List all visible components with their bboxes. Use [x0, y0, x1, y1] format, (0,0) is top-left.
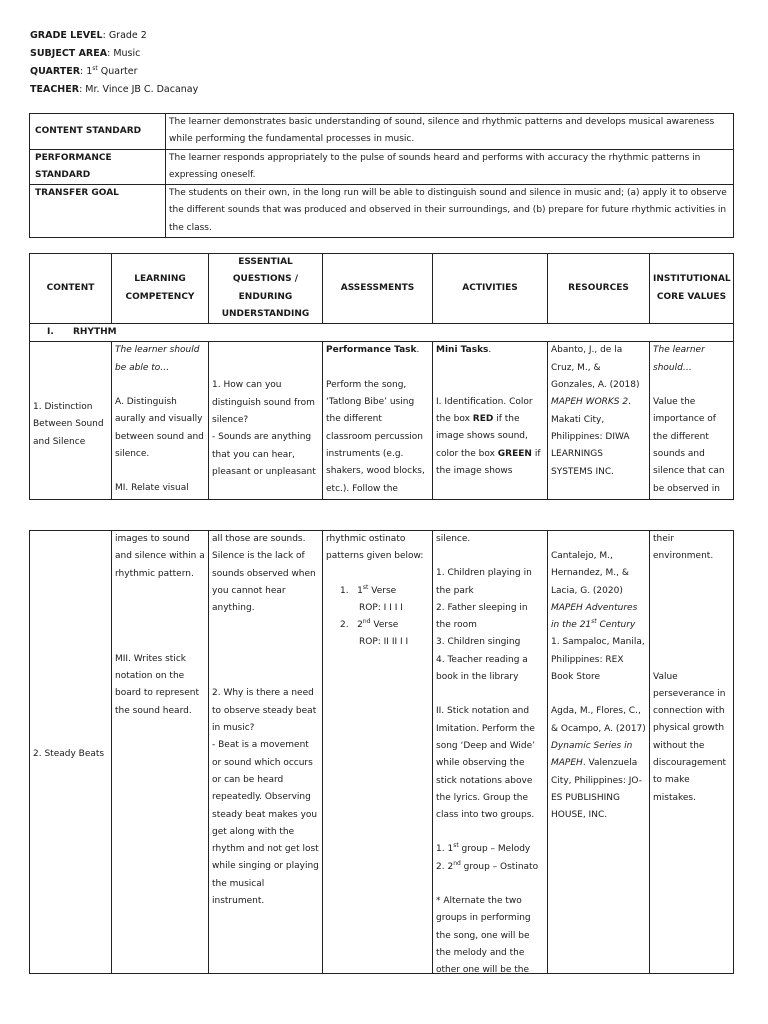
content-cell-2: 2. Steady Beats — [30, 531, 112, 974]
content-standard-label: CONTENT STANDARD — [30, 114, 166, 150]
col-header-questions: ESSENTIAL QUESTIONS / ENDURING UNDERSTANDING — [209, 254, 323, 324]
performance-standard-text: The learner responds appropriately to the pulse of sounds heard and performs with accuracy the rhythmic patterns in expressing oneself. — [166, 149, 734, 185]
values-cell-1: The learner should… Value the importance of the different sounds and silence that can be observed in — [650, 342, 734, 500]
questions-cell-2: all those are sounds. Silence is the lack of sounds observed when you cannot hear anything. 2. Why is there a need to observe steady beat in music? - Beat is a movement or sound which occurs or can be heard repeatedly. Observing steady beat makes you get along with the rhythm and not get lost while singing or playing the musical instrument. — [209, 531, 323, 974]
transfer-goal-label: TRANSFER GOAL — [30, 185, 166, 238]
standards-table — [29, 113, 734, 238]
performance-standard-row — [30, 149, 734, 185]
grade-level: GRADE LEVEL: Grade 2 — [30, 30, 147, 41]
questions-cell-1: 1. How can you distinguish sound from silence? - Sounds are anything that you can hear, pleasant or unpleasant — [209, 342, 323, 500]
content-standard-text: The learner demonstrates basic understanding of sound, silence and rhythmic patterns and develops musical awareness while performing the fundamental processes in music. — [166, 114, 734, 150]
activity-item: 3. Children singing — [436, 637, 521, 648]
curriculum-table-part1 — [29, 253, 734, 500]
activities-cell-2: silence. 1. Children playing in the park 2. Father sleeping in the room 3. Children singing 4. Teacher reading a book in the library II. Stick notation and Imitation. Perform the song ‘Deep and Wide’ while observing the stick notations above the lyrics. Group the class into two groups. 1. 1st group – Melody 2. 2nd group – Ostinato * Alternate the two groups in performing the song, one will be the melody and the other one will be the — [433, 531, 548, 974]
performance-standard-label: PERFORMANCE STANDARD — [30, 149, 166, 185]
section-row — [30, 324, 734, 342]
transfer-goal-row — [30, 185, 734, 238]
activities-cell-1: Mini Tasks. I. Identification. Color the box RED if the image shows sound, color the box GREEN if the image shows — [433, 342, 548, 500]
group-1: 1. 1st group – Melody — [436, 842, 531, 855]
col-header-assessments: ASSESSMENTS — [323, 254, 433, 324]
row-steady-beats — [30, 531, 734, 974]
col-header-activities: ACTIVITIES — [433, 254, 548, 324]
verse-2: 2. 2nd Verse — [340, 618, 399, 631]
content-standard-row — [30, 114, 734, 150]
section-title: I. RHYTHM — [30, 324, 734, 342]
col-header-competency: LEARNING COMPETENCY — [112, 254, 209, 324]
activity-item: 4. Teacher reading a book in the library — [436, 654, 528, 683]
verse-1: 1. 1st Verse — [340, 583, 397, 596]
assessments-cell-1: Performance Task. Perform the song, ‘Tatlong Bibe’ using the different classroom percussion instruments (e.g. shakers, wood blocks, etc.). Follow the — [323, 342, 433, 500]
teacher: TEACHER: Mr. Vince JB C. Dacanay — [30, 84, 199, 95]
lesson-header — [30, 27, 198, 99]
assessments-cell-2: rhythmic ostinato patterns given below: 1. 1st Verse ROP: I I I I 2. 2nd Verse ROP: II II I I — [323, 531, 433, 974]
curriculum-table-part2 — [29, 530, 734, 974]
resources-cell-1: Abanto, J., de la Cruz, M., & Gonzales, A. (2018) MAPEH WORKS 2. Makati City, Philippines: DIWA LEARNINGS SYSTEMS INC. — [548, 342, 650, 500]
column-header-row — [30, 254, 734, 324]
row-distinction — [30, 342, 734, 500]
col-header-content: CONTENT — [30, 254, 112, 324]
quarter: QUARTER: 1st Quarter — [30, 64, 138, 77]
subject-area: SUBJECT AREA: Music — [30, 48, 141, 59]
values-cell-2: their environment. Value perseverance in connection with physical growth without the discouragement to make mistakes. — [650, 531, 734, 974]
group-2: 2. 2nd group – Ostinato — [436, 859, 539, 872]
transfer-goal-text: The students on their own, in the long run will be able to distinguish sound and silence in music and; (a) apply it to observe the different sounds that was produced and observed in their surroundings, and (b) prepare for future rhythmic activities in the class. — [166, 185, 734, 238]
competency-cell-2: images to sound and silence within a rhythmic pattern. MII. Writes stick notation on the board to represent the sound heard. — [112, 531, 209, 974]
col-header-resources: RESOURCES — [548, 254, 650, 324]
activity-item: 2. Father sleeping in the room — [436, 602, 528, 631]
col-header-values: INSTITUTIONAL CORE VALUES — [650, 254, 734, 324]
competency-cell-1: The learner should be able to… A. Distinguish aurally and visually between sound and silence. MI. Relate visual — [112, 342, 209, 500]
activity-item: 1. Children playing in the park — [436, 568, 532, 596]
resources-cell-2: Cantalejo, M., Hernandez, M., & Lacia, G. (2020) MAPEH Adventures in the 21st Century 1. Sampaloc, Manila, Philippines: REX Book Store Agda, M., Flores, C., & Ocampo, A. (2017) Dynamic Series in MAPEH. Valenzuela City, Philippines: JO-ES PUBLISHING HOUSE, INC. — [548, 531, 650, 974]
content-cell-1: 1. Distinction Between Sound and Silence — [30, 342, 112, 500]
